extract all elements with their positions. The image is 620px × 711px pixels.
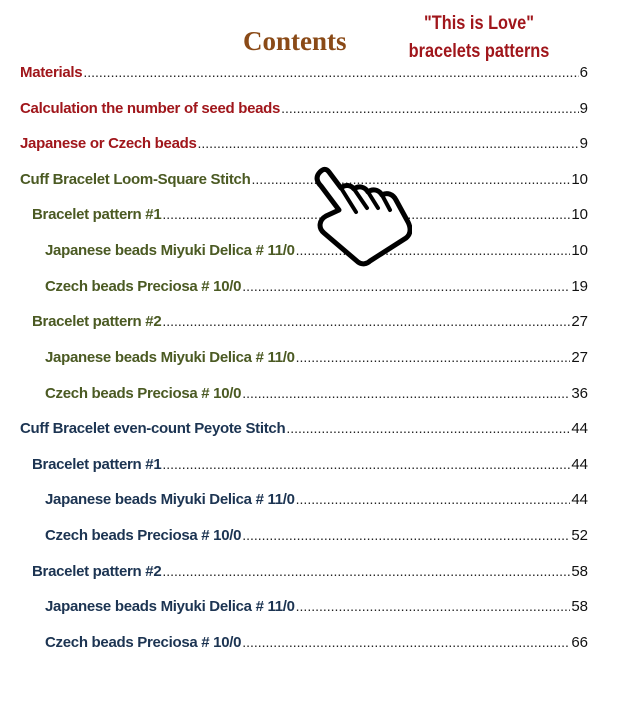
toc-entry-label: Cuff Bracelet Loom-Square Stitch <box>20 171 251 188</box>
toc-entry-label: Czech beads Preciosa # 10/0 <box>45 385 242 402</box>
toc-entry-loom-pattern-2[interactable] <box>20 313 588 335</box>
toc-page-number: 19 <box>571 278 588 295</box>
toc-entry-peyote-stitch[interactable] <box>20 420 588 442</box>
book-subtitle <box>397 10 560 66</box>
toc-entry-label: Japanese beads Miyuki Delica # 11/0 <box>45 598 295 615</box>
dot-leader <box>162 313 570 329</box>
dot-leader <box>242 385 570 401</box>
toc-entry-loom-p1-czech[interactable] <box>20 278 588 300</box>
pointing-hand-icon <box>312 166 412 270</box>
toc-page-number: 10 <box>571 242 588 259</box>
dot-leader <box>286 420 570 436</box>
dot-leader <box>296 349 571 365</box>
toc-entry-label: Czech beads Preciosa # 10/0 <box>45 634 242 651</box>
dot-leader <box>281 100 579 116</box>
toc-entry-label: Japanese beads Miyuki Delica # 11/0 <box>45 491 295 508</box>
dot-leader <box>162 563 570 579</box>
toc-page-number: 52 <box>571 527 588 544</box>
toc-entry-peyote-p2-czech[interactable] <box>20 634 588 656</box>
toc-entry-label: Japanese beads Miyuki Delica # 11/0 <box>45 242 295 259</box>
toc-page-number: 36 <box>571 385 588 402</box>
toc-page-number: 27 <box>571 349 588 366</box>
toc-page-number: 10 <box>571 206 588 223</box>
toc-page-number: 66 <box>571 634 588 651</box>
dot-leader <box>242 527 570 543</box>
dot-leader <box>198 135 579 151</box>
toc-page-number: 10 <box>571 171 588 188</box>
toc-page-number: 9 <box>579 100 588 117</box>
toc-page-number: 6 <box>579 64 588 81</box>
dot-leader <box>296 598 571 614</box>
subtitle-line-1: "This is Love" <box>424 13 534 34</box>
toc-entry-loom-pattern-1[interactable] <box>20 206 588 228</box>
dot-leader <box>83 64 578 80</box>
toc-page-number: 58 <box>571 598 588 615</box>
toc-entry-label: Czech beads Preciosa # 10/0 <box>45 278 242 295</box>
toc-entry-label: Czech beads Preciosa # 10/0 <box>45 527 242 544</box>
toc-page-number: 44 <box>571 420 588 437</box>
dot-leader <box>242 278 570 294</box>
page-title: Contents <box>243 26 347 56</box>
toc-entry-peyote-p1-japanese[interactable] <box>20 491 588 513</box>
toc-page-number: 27 <box>571 313 588 330</box>
toc-entry-label: Materials <box>20 64 83 81</box>
toc-entry-label: Bracelet pattern #2 <box>32 563 162 580</box>
toc-entry-label: Japanese or Czech beads <box>20 135 197 152</box>
toc-entry-peyote-p1-czech[interactable] <box>20 527 588 549</box>
toc-entry-label: Japanese beads Miyuki Delica # 11/0 <box>45 349 295 366</box>
toc-entry-loom-square-stitch[interactable] <box>20 171 588 193</box>
toc-page-number: 44 <box>571 456 588 473</box>
toc-entry-peyote-pattern-1[interactable] <box>20 456 588 478</box>
toc-entry-peyote-p2-japanese[interactable] <box>20 598 588 620</box>
toc-entry-label: Bracelet pattern #1 <box>32 456 162 473</box>
toc-entry-loom-p2-japanese[interactable] <box>20 349 588 371</box>
dot-leader <box>296 491 571 507</box>
toc-entry-materials[interactable] <box>20 64 588 86</box>
toc-entry-peyote-pattern-2[interactable] <box>20 563 588 585</box>
toc-entry-calculation[interactable] <box>20 100 588 122</box>
dot-leader <box>242 634 570 650</box>
toc-entry-label: Calculation the number of seed beads <box>20 100 281 117</box>
toc-entry-label: Cuff Bracelet even-count Peyote Stitch <box>20 420 286 437</box>
toc-entry-loom-p2-czech[interactable] <box>20 385 588 407</box>
toc-entry-label: Bracelet pattern #1 <box>32 206 162 223</box>
dot-leader <box>162 456 570 472</box>
toc-page-number: 44 <box>571 491 588 508</box>
toc-entry-label: Bracelet pattern #2 <box>32 313 162 330</box>
toc-entry-japanese-or-czech[interactable] <box>20 135 588 157</box>
subtitle-line-2: bracelets patterns <box>408 41 550 62</box>
toc-page-number: 9 <box>579 135 588 152</box>
toc-entry-loom-p1-japanese[interactable] <box>20 242 588 264</box>
toc-page-number: 58 <box>571 563 588 580</box>
